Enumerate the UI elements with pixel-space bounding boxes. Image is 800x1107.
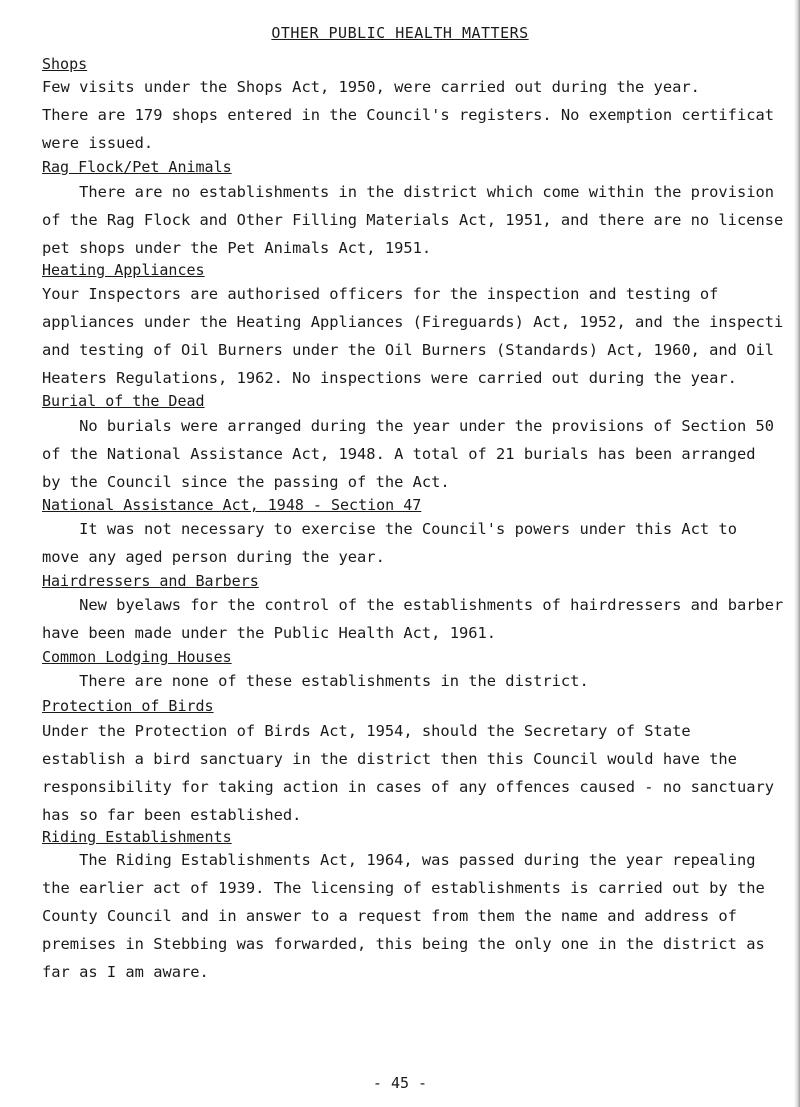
section-text-protection-of-birds: Under the Protection of Birds Act, 1954, should the Secretary of State establish a bird sanctuary in the district then this Council would have the responsibility for taking action in cases of any offences caused - no sanctuary has so far been established. xyxy=(42,722,775,824)
section-text-rag-flock: There are no establishments in the district which come within the provision of the Rag Flock and Other Filling Materials Act, 1951, and there are no license pet shops under the Pet Animals Act, 1951. xyxy=(42,183,784,257)
section-heading-burial: Burial of the Dead xyxy=(42,392,205,410)
section-heading-national-assistance: National Assistance Act, 1948 - Section 47 xyxy=(42,496,422,514)
section-heading-shops: Shops xyxy=(42,55,88,73)
section-heading-protection-of-birds: Protection of Birds xyxy=(42,697,214,715)
section-heading-riding: Riding Establishments xyxy=(42,828,232,846)
section-text-hairdressers: New byelaws for the control of the establishments of hairdressers and barber have been made under the Public Health Act, 1961. xyxy=(42,596,784,642)
section-text-riding: The Riding Establishments Act, 1964, was passed during the year repealing the earlier act of 1939. The licensing of establishments is carried out by the County Council and in answer to a request from them the name and address of premises in Stebbing was forwarded, this being the only one in the district as far as I am aware. xyxy=(42,851,765,981)
section-heading-rag-flock: Rag Flock/Pet Animals xyxy=(42,158,232,176)
section-text-national-assistance: It was not necessary to exercise the Council's powers under this Act to move any aged person during the year. xyxy=(42,520,737,566)
section-heading-lodging-houses: Common Lodging Houses xyxy=(42,648,232,666)
section-heading-heating-appliances: Heating Appliances xyxy=(42,261,205,279)
section-text-burial: No burials were arranged during the year under the provisions of Section 50 of the National Assistance Act, 1948. A total of 21 burials has been arranged by the Council since the passing of the Act. xyxy=(42,417,775,491)
page-number: - 45 - xyxy=(372,1074,428,1092)
section-text-shops: Few visits under the Shops Act, 1950, were carried out during the year. There are 179 shops entered in the Council's registers. No exemption certificat were issued. xyxy=(42,78,775,152)
section-text-lodging-houses: There are none of these establishments in the district. xyxy=(42,672,589,690)
section-heading-hairdressers: Hairdressers and Barbers xyxy=(42,572,259,590)
page-title: OTHER PUBLIC HEALTH MATTERS xyxy=(271,24,529,42)
section-text-heating-appliances: Your Inspectors are authorised officers for the inspection and testing of appliances under the Heating Appliances (Fireguards) Act, 1952, and the inspecti and testing of Oil Burners under the Oil Burners (Standards) Act, 1960, and Oil Heaters Regulations, 1962. No inspections were carried out during the year. xyxy=(42,285,784,387)
